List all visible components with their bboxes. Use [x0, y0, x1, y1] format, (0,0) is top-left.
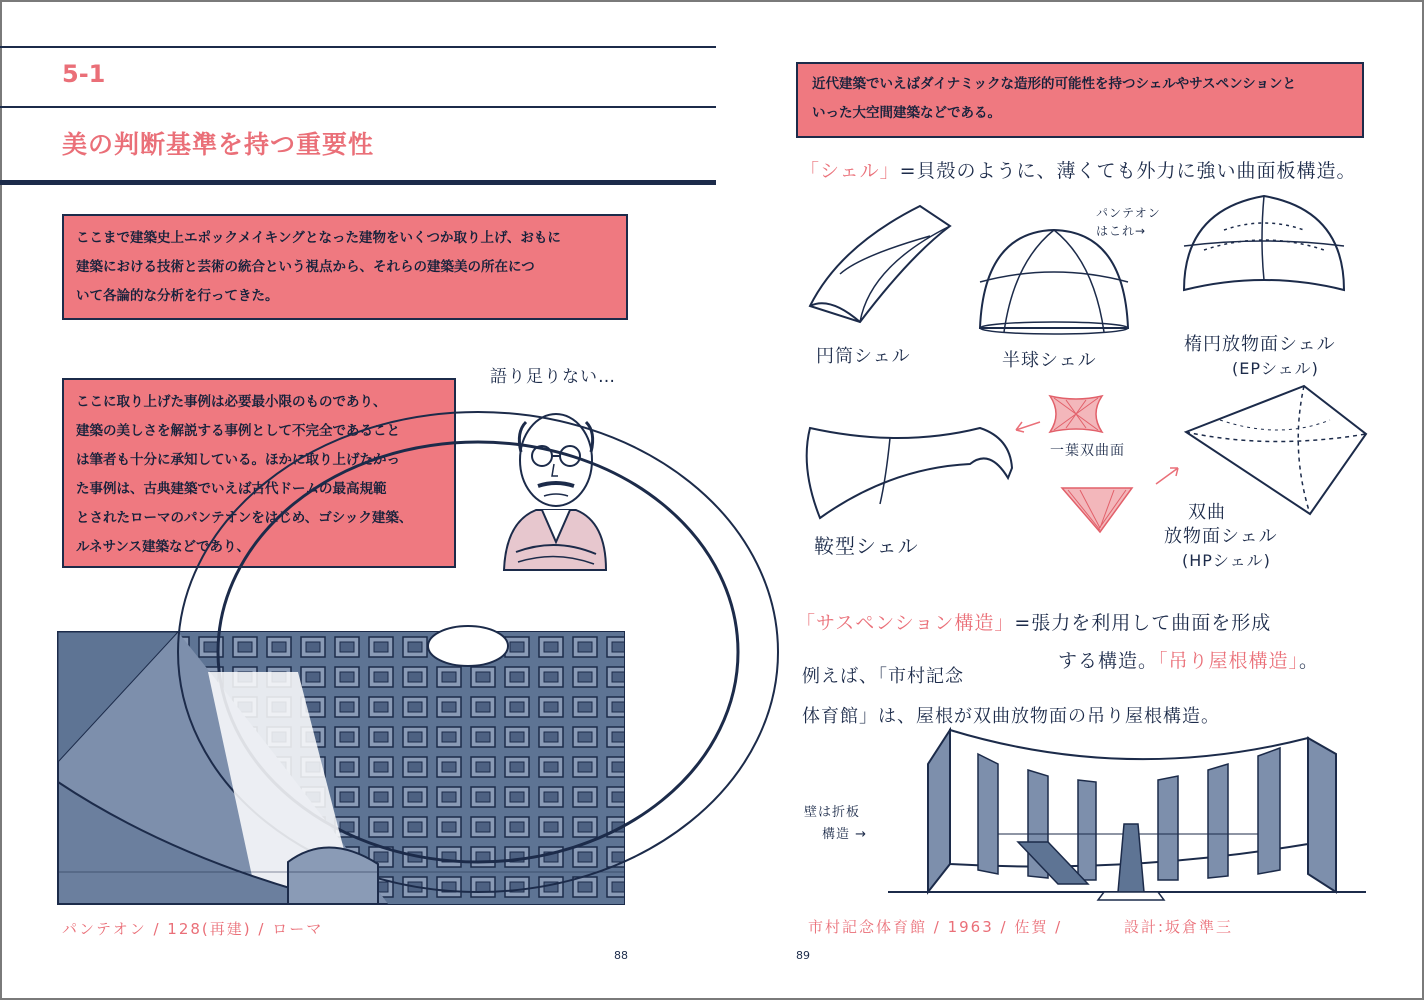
pantheon-caption: パンテオン / 128(再建) / ローマ [62, 920, 324, 938]
continuation-text-box [796, 62, 1364, 138]
pantheon-note-line: はこれ→ [1096, 224, 1147, 238]
cylinder-shell-label: 円筒シェル [816, 346, 911, 367]
continuation-text-line: いった大空間建築などである。 [812, 105, 1001, 121]
examples-text-line: ここに取り上げた事例は必要最小限のものであり、 [76, 394, 387, 410]
cylinder-shell-drawing [800, 196, 960, 326]
examples-text-line: は筆者も十分に承知している。ほかに取り上げたかっ [76, 452, 400, 468]
section-divider [0, 106, 716, 108]
pantheon-note [1096, 204, 1161, 240]
continuation-text-line: 近代建築でいえばダイナミックな造形的可能性を持つシェルやサスペンションと [812, 76, 1297, 92]
gymnasium-caption: 市村記念体育館 / 1963 / 佐賀 / [808, 918, 1063, 936]
saddle-shell-label: 鞍型シェル [814, 534, 919, 558]
ep-shell-label: 楕円放物面シェル [1184, 334, 1336, 355]
ep-shell-drawing [1174, 190, 1354, 320]
examples-text-line: 建築の美しさを解説する事例として不完全であること [76, 423, 400, 439]
right-page [712, 0, 1424, 1000]
title-underline [0, 180, 716, 185]
hyperboloid-drawing [1046, 392, 1106, 436]
example-line-2: 体育館」は、屋根が双曲放物面の吊り屋根構造。 [802, 706, 1220, 727]
examples-text-line: ルネサンス建築などであり、 [76, 539, 251, 555]
shell-heading-term: 「シェル」 [800, 160, 900, 182]
arrow-to-hp [1154, 464, 1182, 486]
section-number: 5-1 [62, 60, 106, 88]
top-rule [0, 46, 716, 48]
suspension-definition: =張力を利用して曲面を形成 [1014, 612, 1272, 634]
wall-note-line: 壁は折板 [804, 805, 861, 820]
pantheon-note-line: パンテオン [1096, 206, 1161, 220]
intro-text-line: 建築における技術と芸術の統合という視点から、それらの建築美の所在につ [76, 259, 535, 275]
suspension-line2-b: 。 [1299, 650, 1320, 672]
hemisphere-shell-label: 半球シェル [1002, 350, 1097, 371]
examples-text-line: た事例は、古典建築でいえば古代ドームの最高規範 [76, 481, 387, 497]
hp-shell-sublabel: (HPシェル) [1182, 551, 1271, 570]
hp-shell-label-1: 双曲 [1188, 502, 1226, 523]
page-number-left: 88 [614, 949, 628, 962]
arrow-to-saddle [1012, 418, 1042, 434]
page-number-right: 89 [796, 949, 810, 962]
ep-shell-sublabel: (EPシェル) [1232, 359, 1319, 378]
intro-text-box [62, 214, 628, 320]
suspension-term: 「サスペンション構造」 [796, 612, 1015, 634]
author-speech: 語り足りない… [490, 367, 616, 387]
intro-text-line: いて各論的な分析を行ってきた。 [76, 288, 279, 304]
gymnasium-designer: 設計:坂倉準三 [1124, 918, 1234, 936]
wall-note-line: 構造 → [822, 827, 868, 842]
hanging-roof-term: 「吊り屋根構造」 [1158, 650, 1300, 672]
example-line-1: 例えば、「市村記念 [802, 666, 964, 687]
intro-text-line: ここまで建築史上エポックメイキングとなった建物をいくつか取り上げ、おもに [76, 230, 561, 246]
examples-text-line: とされたローマのパンテオンをはじめ、ゴシック建築、 [76, 510, 413, 526]
suspension-heading [796, 608, 1271, 635]
suspension-line2-a: する構造。 [1058, 650, 1159, 672]
shell-heading [800, 156, 1357, 183]
wall-note [804, 802, 867, 846]
hp-sketch-drawing [1060, 482, 1134, 534]
saddle-shell-drawing [800, 408, 1020, 528]
hp-shell-label-2: 放物面シェル [1164, 526, 1278, 547]
section-title: 美の判断基準を持つ重要性 [62, 130, 375, 159]
shell-heading-definition: =貝殻のように、薄くても外力に強い曲面板構造。 [899, 160, 1357, 182]
pantheon-illustration [58, 632, 624, 904]
suspension-heading-line2 [1058, 646, 1319, 673]
gymnasium-illustration [888, 724, 1366, 914]
hyperboloid-label: 一葉双曲面 [1050, 443, 1125, 459]
